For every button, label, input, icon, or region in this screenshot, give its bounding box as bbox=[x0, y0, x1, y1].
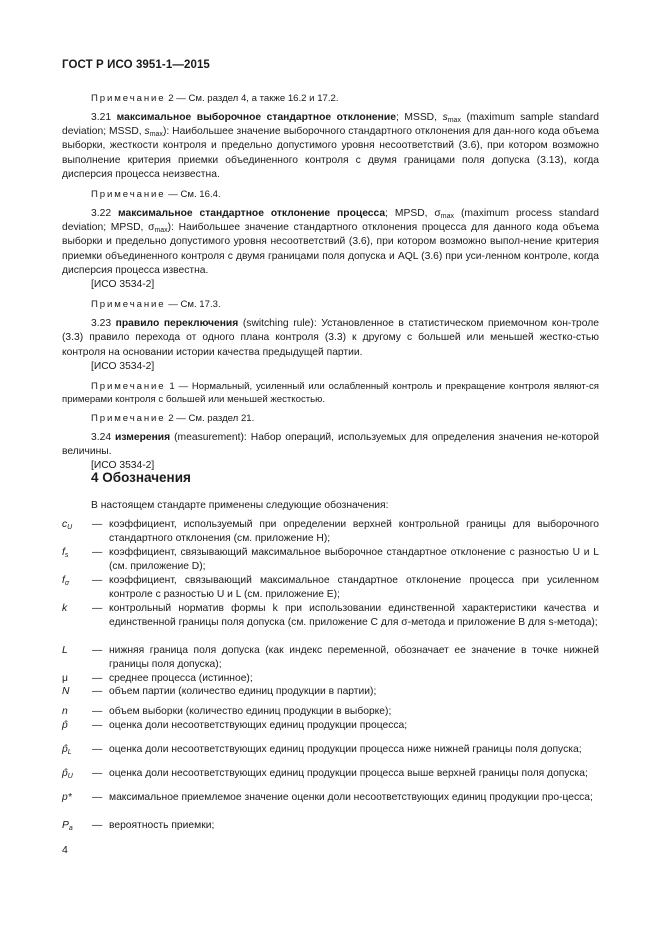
symbol: N bbox=[62, 686, 70, 697]
symbol: k bbox=[62, 603, 68, 614]
term-number: 3.21 bbox=[91, 112, 117, 123]
symbol-description: контрольный норматив формы k при использовании единственной характеристики качества и единственной границы поля допуска (см. приложение С для σ-метода и приложение В для s-метода); bbox=[109, 603, 599, 629]
def-text: (maximum sample standard deviation; MSSD, bbox=[62, 112, 599, 138]
term-name: правило переключения bbox=[115, 318, 239, 330]
reference: [ИСО 3534-2] bbox=[91, 360, 155, 372]
note-4 bbox=[62, 380, 599, 406]
note-label: Примечание bbox=[91, 413, 166, 425]
term-name: измерения bbox=[115, 432, 171, 444]
symbol-description: коэффициент, связывающий максимальное стандартное отклонение процесса при усиленном контроле с разностью U и L (см. приложение Е); bbox=[109, 575, 599, 601]
symbol-description: коэффициент, используемый при определении верхней контрольной границы для выборочного стандартного отклонения (см. приложение Н); bbox=[109, 519, 599, 545]
note-label: Примечание bbox=[91, 93, 166, 104]
definition-3-23 bbox=[62, 317, 599, 360]
note-text: 1 — Нормальный, усиленный или ослабленный контроль и прекращение контроля являют-ся примерами контроля с большей или меньшей жесткостью. bbox=[62, 381, 599, 406]
def-text: ): Наибольшее значение стандартного отклонения процесса для данного кода объема выборки и предельно допустимого уровня несоответствий (3.6), при котором возможно выпол-нение критерия приемки объединенного контроля с двумя границами поля допуска и AQL (3.6) при уси-ленном контроле, когда дисперсия процесса известна. bbox=[62, 222, 599, 276]
symbol: p* bbox=[62, 792, 72, 803]
symbol-entry bbox=[62, 743, 599, 757]
symbol-description: нижняя граница поля допуска (как индекс переменной, обозначает ее значение в точке нижней границы поля допуска); bbox=[109, 645, 599, 671]
note-label: Примечание bbox=[91, 381, 166, 393]
subscript: max bbox=[447, 117, 461, 124]
symbol: $f_s$ bbox=[62, 547, 69, 559]
symbol: $c_U$ bbox=[62, 519, 73, 531]
definitions-block bbox=[62, 92, 599, 474]
symbol-entry bbox=[62, 767, 599, 781]
note-text: — См. 17.3. bbox=[165, 299, 221, 311]
symbol: L bbox=[62, 645, 68, 656]
term-number: 3.24 bbox=[91, 432, 116, 444]
symbol-entry bbox=[62, 705, 599, 719]
symbol-description: оценка доли несоответствующих единиц продукции процесса ниже нижней границы поля допуска; bbox=[109, 744, 582, 755]
def-text: (measurement): Набор операций, используемых для определения значения не-которой величины. bbox=[62, 432, 600, 458]
section-4-heading: 4 Обозначения bbox=[91, 470, 191, 485]
dash: — bbox=[92, 706, 103, 717]
symbol-entry bbox=[62, 546, 599, 574]
symbol: $p̂_L$ bbox=[62, 744, 72, 756]
symbol-entry bbox=[62, 791, 599, 805]
symbol-description: максимальное приемлемое значение оценки доли несоответствующих единиц продукции про-цесса; bbox=[109, 792, 593, 803]
def-text: (maximum process standard deviation; MPSD, σ bbox=[62, 208, 600, 234]
symbol-subscript: U bbox=[67, 524, 73, 531]
dash: — bbox=[92, 686, 103, 697]
reference: [ИСО 3534-2] bbox=[91, 279, 155, 291]
dash: — bbox=[92, 792, 103, 803]
symbol-description: оценка доли несоответствующих единиц продукции процесса выше верхней границы поля допуска; bbox=[109, 768, 588, 779]
term-name: максимальное выборочное стандартное отклонение bbox=[116, 112, 396, 123]
def-text: ; MSSD, bbox=[395, 112, 443, 123]
def-text: (switching rule): Установленное в статистическом приемочном кон-троле (3.3) правило перехода от одного плана контроля (3.3) к другому с большей или меньшей жестко-стью контроля на основании истории качества предыдущей партии. bbox=[62, 318, 599, 358]
note-text: 2 — См. раздел 21. bbox=[165, 413, 255, 425]
dash: — bbox=[92, 744, 103, 755]
symbol-entry bbox=[62, 574, 599, 602]
note-2 bbox=[62, 188, 599, 201]
dash: — bbox=[92, 673, 103, 684]
symbol: $P_a$ bbox=[62, 820, 73, 832]
symbol: $f_\sigma$ bbox=[62, 575, 70, 587]
intro-text: В настоящем стандарте применены следующие обозначения: bbox=[91, 500, 389, 511]
page-header: ГОСТ Р ИСО 3951-1—2015 bbox=[62, 59, 210, 71]
dash: — bbox=[92, 645, 103, 656]
symbol-subscript: s bbox=[64, 552, 69, 559]
symbol-description: среднее процесса (истинное); bbox=[109, 673, 253, 684]
symbol-description: объем партии (количество единиц продукции в партии); bbox=[109, 686, 377, 697]
subscript: max bbox=[154, 227, 168, 235]
dash: — bbox=[92, 768, 103, 779]
note-text: 2 — См. раздел 4, а также 16.2 и 17.2. bbox=[165, 93, 339, 104]
symbol-entry bbox=[62, 602, 599, 630]
note-label: Примечание bbox=[91, 299, 166, 311]
definition-3-21 bbox=[62, 111, 599, 182]
symbol-entry bbox=[62, 644, 599, 672]
note-3 bbox=[62, 298, 599, 311]
symbol-entry bbox=[62, 685, 599, 699]
def-text: ; MPSD, σ bbox=[385, 208, 441, 220]
symbol-subscript: a bbox=[68, 825, 73, 832]
term-number: 3.22 bbox=[91, 208, 118, 220]
symbol: n bbox=[62, 706, 68, 717]
term-number: 3.23 bbox=[91, 318, 116, 330]
definition-3-22 bbox=[62, 207, 599, 278]
dash: — bbox=[92, 603, 103, 614]
symbol-entry bbox=[62, 719, 599, 733]
definition-3-24 bbox=[62, 431, 599, 459]
symbol-description: коэффициент, связывающий максимальное выборочное стандартное отклонение с разностью U и L (см. приложение D); bbox=[109, 547, 599, 573]
symbol-subscript: U bbox=[67, 773, 73, 780]
symbol: $p̂_U$ bbox=[62, 768, 73, 780]
def-text: ): Наибольшее значение выборочного стандартного отклонения для дан-ного кода объема выборки, жесткости контроля и предельно допустимого уровня несоответствий (3.6), при котором возможно выполнение критерия приемки объединенного контроля с двумя границами поля допуска (3.13), когда дисперсия процесса неизвестна. bbox=[62, 126, 599, 180]
symbol: p̂ bbox=[62, 720, 68, 731]
symbol-description: вероятность приемки; bbox=[109, 820, 215, 831]
dash: — bbox=[92, 820, 103, 831]
symbol: s bbox=[442, 112, 448, 123]
symbol: s bbox=[144, 126, 150, 138]
symbol-entry bbox=[62, 518, 599, 546]
term-name: максимальное стандартное отклонение процесса bbox=[117, 208, 386, 220]
symbol: μ bbox=[62, 673, 68, 684]
dash: — bbox=[92, 575, 103, 586]
section-4-intro bbox=[62, 499, 599, 513]
reference: [ИСО 3534-2] bbox=[91, 460, 155, 472]
symbol-subscript: L bbox=[67, 749, 72, 756]
note-1 bbox=[62, 92, 599, 105]
subscript: max bbox=[149, 131, 163, 139]
subscript: max bbox=[440, 213, 455, 221]
page-number: 4 bbox=[62, 844, 68, 856]
dash: — bbox=[92, 720, 103, 731]
dash: — bbox=[92, 547, 103, 558]
symbol-description: объем выборки (количество единиц продукции в выборке); bbox=[109, 706, 392, 717]
note-label: Примечание bbox=[91, 189, 166, 201]
note-text: — См. 16.4. bbox=[165, 189, 221, 201]
symbol-subscript: σ bbox=[64, 580, 70, 587]
note-5 bbox=[62, 412, 599, 425]
symbol-entry bbox=[62, 819, 599, 833]
dash: — bbox=[92, 519, 103, 530]
symbol-description: оценка доли несоответствующих единиц продукции процесса; bbox=[109, 720, 408, 731]
